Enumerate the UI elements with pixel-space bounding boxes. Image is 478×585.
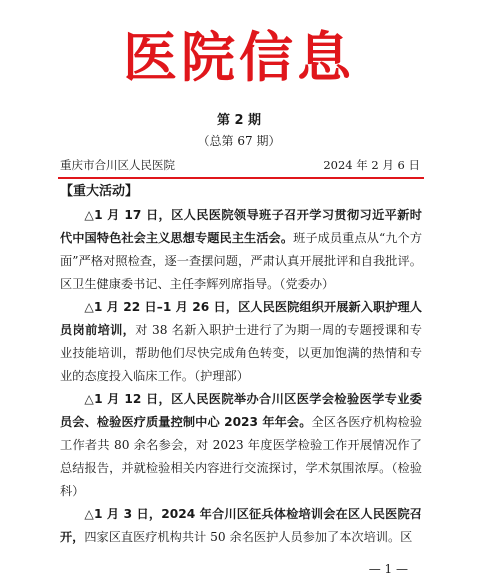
red-divider xyxy=(58,177,424,179)
news-item xyxy=(60,296,422,388)
issue-total: （总第 67 期） xyxy=(197,134,281,148)
news-item-body: 全区各医疗机构检验工作者共 80 余名参会，对 2023 年度医学检验工作开展情况作了总结报告，并就检验相关内容进行交流探讨，学术氛围浓厚。（检验科） xyxy=(60,415,423,498)
news-item-lead: △1 月 17 日，区人民医院领导班子召开学习贯彻习近平新时代中国特色社会主义思想专题民主生活会。 xyxy=(60,208,422,245)
news-item-body: 班子成员重点从“九个方面”严格对照检查，逐一查摆问题，严肃认真开展批评和自我批评。区卫生健康委书记、主任李辉列席指导。（党委办） xyxy=(60,231,423,291)
news-item xyxy=(60,388,422,503)
publisher: 重庆市合川区人民医院 xyxy=(60,158,175,172)
news-item xyxy=(60,503,422,549)
news-item xyxy=(60,204,422,296)
news-item-lead: △1 月 12 日，区人民医院举办合川区医学会检验医学专业委员会、检验医疗质量控制中心 2023 年年会。 xyxy=(60,392,422,429)
publish-date: 2024 年 2 月 6 日 xyxy=(323,158,420,172)
section-title: 【重大活动】 xyxy=(60,184,139,199)
issue-number: 第 2 期 xyxy=(216,113,262,128)
meta-row xyxy=(60,156,420,174)
news-content xyxy=(60,204,422,549)
news-item-body: 四家区直医疗机构共计 50 余名医护人员参加了本次培训。区 xyxy=(84,530,413,544)
masthead-title: 医院信息 xyxy=(123,25,355,89)
news-item-lead: △1 月 22 日–1 月 26 日，区人民医院组织开展新入职护理人员岗前培训， xyxy=(60,300,422,337)
news-item-lead: △1 月 3 日，2024 年合川区征兵体检培训会在区人民医院召开， xyxy=(60,507,422,544)
news-item-body: 对 38 名新入职护士进行了为期一周的专题授课和专业技能培训，帮助他们尽快完成角色转变，以更加饱满的热情和专业的态度投入临床工作。（护理部） xyxy=(60,323,422,383)
page-number: — 1 — xyxy=(368,562,408,576)
